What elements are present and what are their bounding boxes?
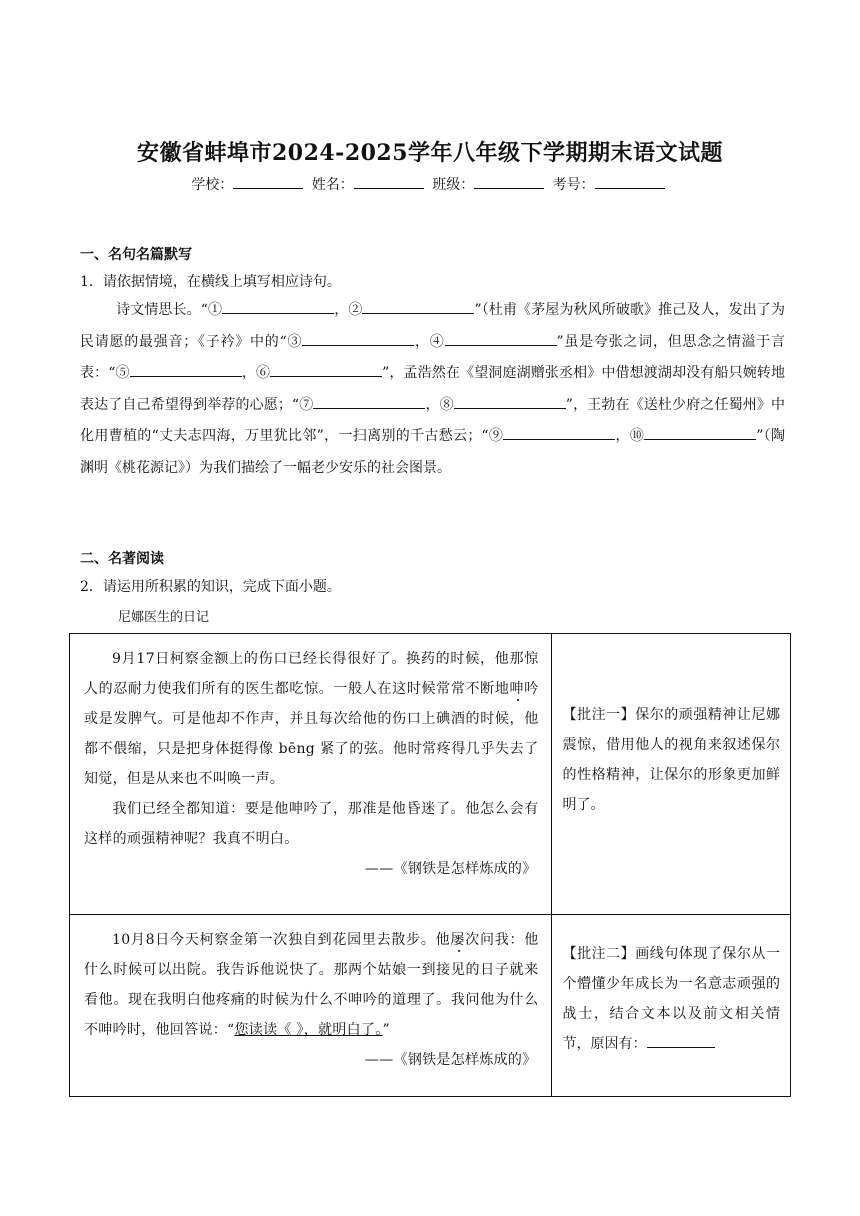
section-2-heading: 二、名著阅读: [80, 551, 164, 567]
annotation-2: [552, 915, 790, 1059]
table-row: [70, 634, 791, 915]
name-blank[interactable]: [354, 175, 424, 189]
blank-10[interactable]: [644, 425, 756, 440]
diary-text: ”: [382, 1022, 390, 1038]
passage-text: ，⑥: [241, 365, 271, 382]
blank-3[interactable]: [302, 331, 414, 346]
class-label: 班级：: [432, 177, 475, 193]
passage-text: ，⑧: [425, 396, 454, 413]
diary-text: 我们已经全都知道：要是他呻吟了，那准是他昏迷了。他怎么会有这样的顽强精神呢？我真不明白。: [84, 801, 539, 847]
name-label: 姓名：: [311, 177, 354, 193]
annotation-cell: [551, 915, 790, 1097]
question-1-passage: [80, 295, 785, 485]
diary-text: 次问我：他什么时候可以出院。我告诉他说快了。那两个姑娘一到接见的日子就来看他。现在我明白他疼痛的时候为什么不呻吟的道理了。我问他为什么不呻吟时，他回答说：“: [84, 932, 539, 1038]
exam-no-blank[interactable]: [595, 175, 665, 189]
question-2-prompt: 2．请运用所积累的知识，完成下面小题。: [80, 579, 341, 595]
source-citation: ——《钢铁是怎样炼成的》: [364, 1052, 537, 1068]
blank-8[interactable]: [454, 394, 566, 409]
diary-entry-1: [70, 634, 551, 884]
dotted-char: 屡: [450, 932, 466, 948]
answer-blank[interactable]: [647, 1035, 715, 1048]
diary-text: 10月8日今天柯察金第一次独自到花园里去散步。他: [112, 932, 451, 948]
passage-text: ，②: [334, 302, 363, 318]
student-info-line: [0, 174, 860, 194]
passage-text: ”虽是夸张之词，但思念之情溢于言表：“⑤: [80, 333, 785, 382]
diary-text: 9月17日柯察金额上的伤口已经长得很好了。换药的时候，他那惊人的忍耐力使我们所有的医生都吃惊。一般人在这时候常常不断地: [84, 651, 539, 697]
blank-9[interactable]: [503, 425, 615, 440]
page-title: 安徽省蚌埠市2024-2025学年八年级下学期期末语文试题: [136, 140, 724, 166]
passage-text: ，④: [414, 333, 445, 350]
diary-entry-2: [70, 915, 551, 1075]
diary-entry-cell: [70, 634, 552, 915]
reading-table: [69, 633, 791, 1097]
blank-5[interactable]: [130, 362, 242, 377]
school-blank[interactable]: [233, 175, 303, 189]
passage-text: ”，孟浩然在《望洞庭湖赠张丞相》中借想渡湖却没有船只婉转地表达了自己希望得到举荐的心愿；“⑦: [80, 365, 786, 413]
school-label: 学校：: [191, 177, 234, 193]
section-1-heading: 一、名句名篇默写: [80, 247, 192, 263]
blank-7[interactable]: [313, 394, 425, 409]
blank-4[interactable]: [445, 331, 557, 346]
annotation-cell: [551, 634, 790, 915]
annotation-1: 【批注一】保尔的顽强精神让尼娜震惊，借用他人的视角来叙述保尔的性格精神，让保尔的形象更加鲜明了。: [562, 707, 780, 813]
diary-text: 吟或是发脾气。可是他却不作声，并且每次给他的伤口上碘酒的时候，他都不偎缩，只是把身体挺得像 bēng 紧了的弦。他时常疼得几乎失去了知觉，但是从来也不叫唤一声。: [84, 681, 539, 787]
table-row: [70, 915, 791, 1097]
passage-text: ，⑩: [615, 428, 645, 445]
passage-text: 诗文情思长。“①: [116, 302, 223, 318]
dotted-char: 呻: [509, 681, 525, 697]
class-blank[interactable]: [474, 175, 544, 189]
passage-text: ”（杜甫《茅屋为秋风所破歌》推己及人，发出了为民请愿的最强音；《子衿》中的“③: [80, 302, 786, 350]
annotation-text: 【批注二】画线句体现了保尔从一个懵懂少年成长为一名意志顽强的战士，结合文本以及前文相关情节，原因有：: [562, 946, 780, 1052]
passage-text: ”，王勃在《送杜少府之任蜀州》中化用曹植的“丈夫志四海，万里犹比邻”，一扫离别的千古愁云；“⑨: [80, 396, 785, 445]
underlined-sentence: 您读读《 》，就明白了。: [234, 1022, 383, 1038]
source-citation: ——《钢铁是怎样炼成的》: [364, 861, 537, 877]
blank-2[interactable]: [362, 299, 474, 314]
question-1-prompt: 1．请依据情境，在横线上填写相应诗句。: [80, 274, 341, 290]
exam-no-label: 考号：: [552, 177, 595, 193]
blank-1[interactable]: [222, 299, 334, 314]
diary-entry-cell: [70, 915, 552, 1097]
diary-title: 尼娜医生的日记: [118, 610, 210, 625]
passage-text: ”（陶渊明《桃花源记》）为我们描绘了一幅老少安乐的社会图景。: [80, 428, 785, 476]
blank-6[interactable]: [270, 362, 382, 377]
